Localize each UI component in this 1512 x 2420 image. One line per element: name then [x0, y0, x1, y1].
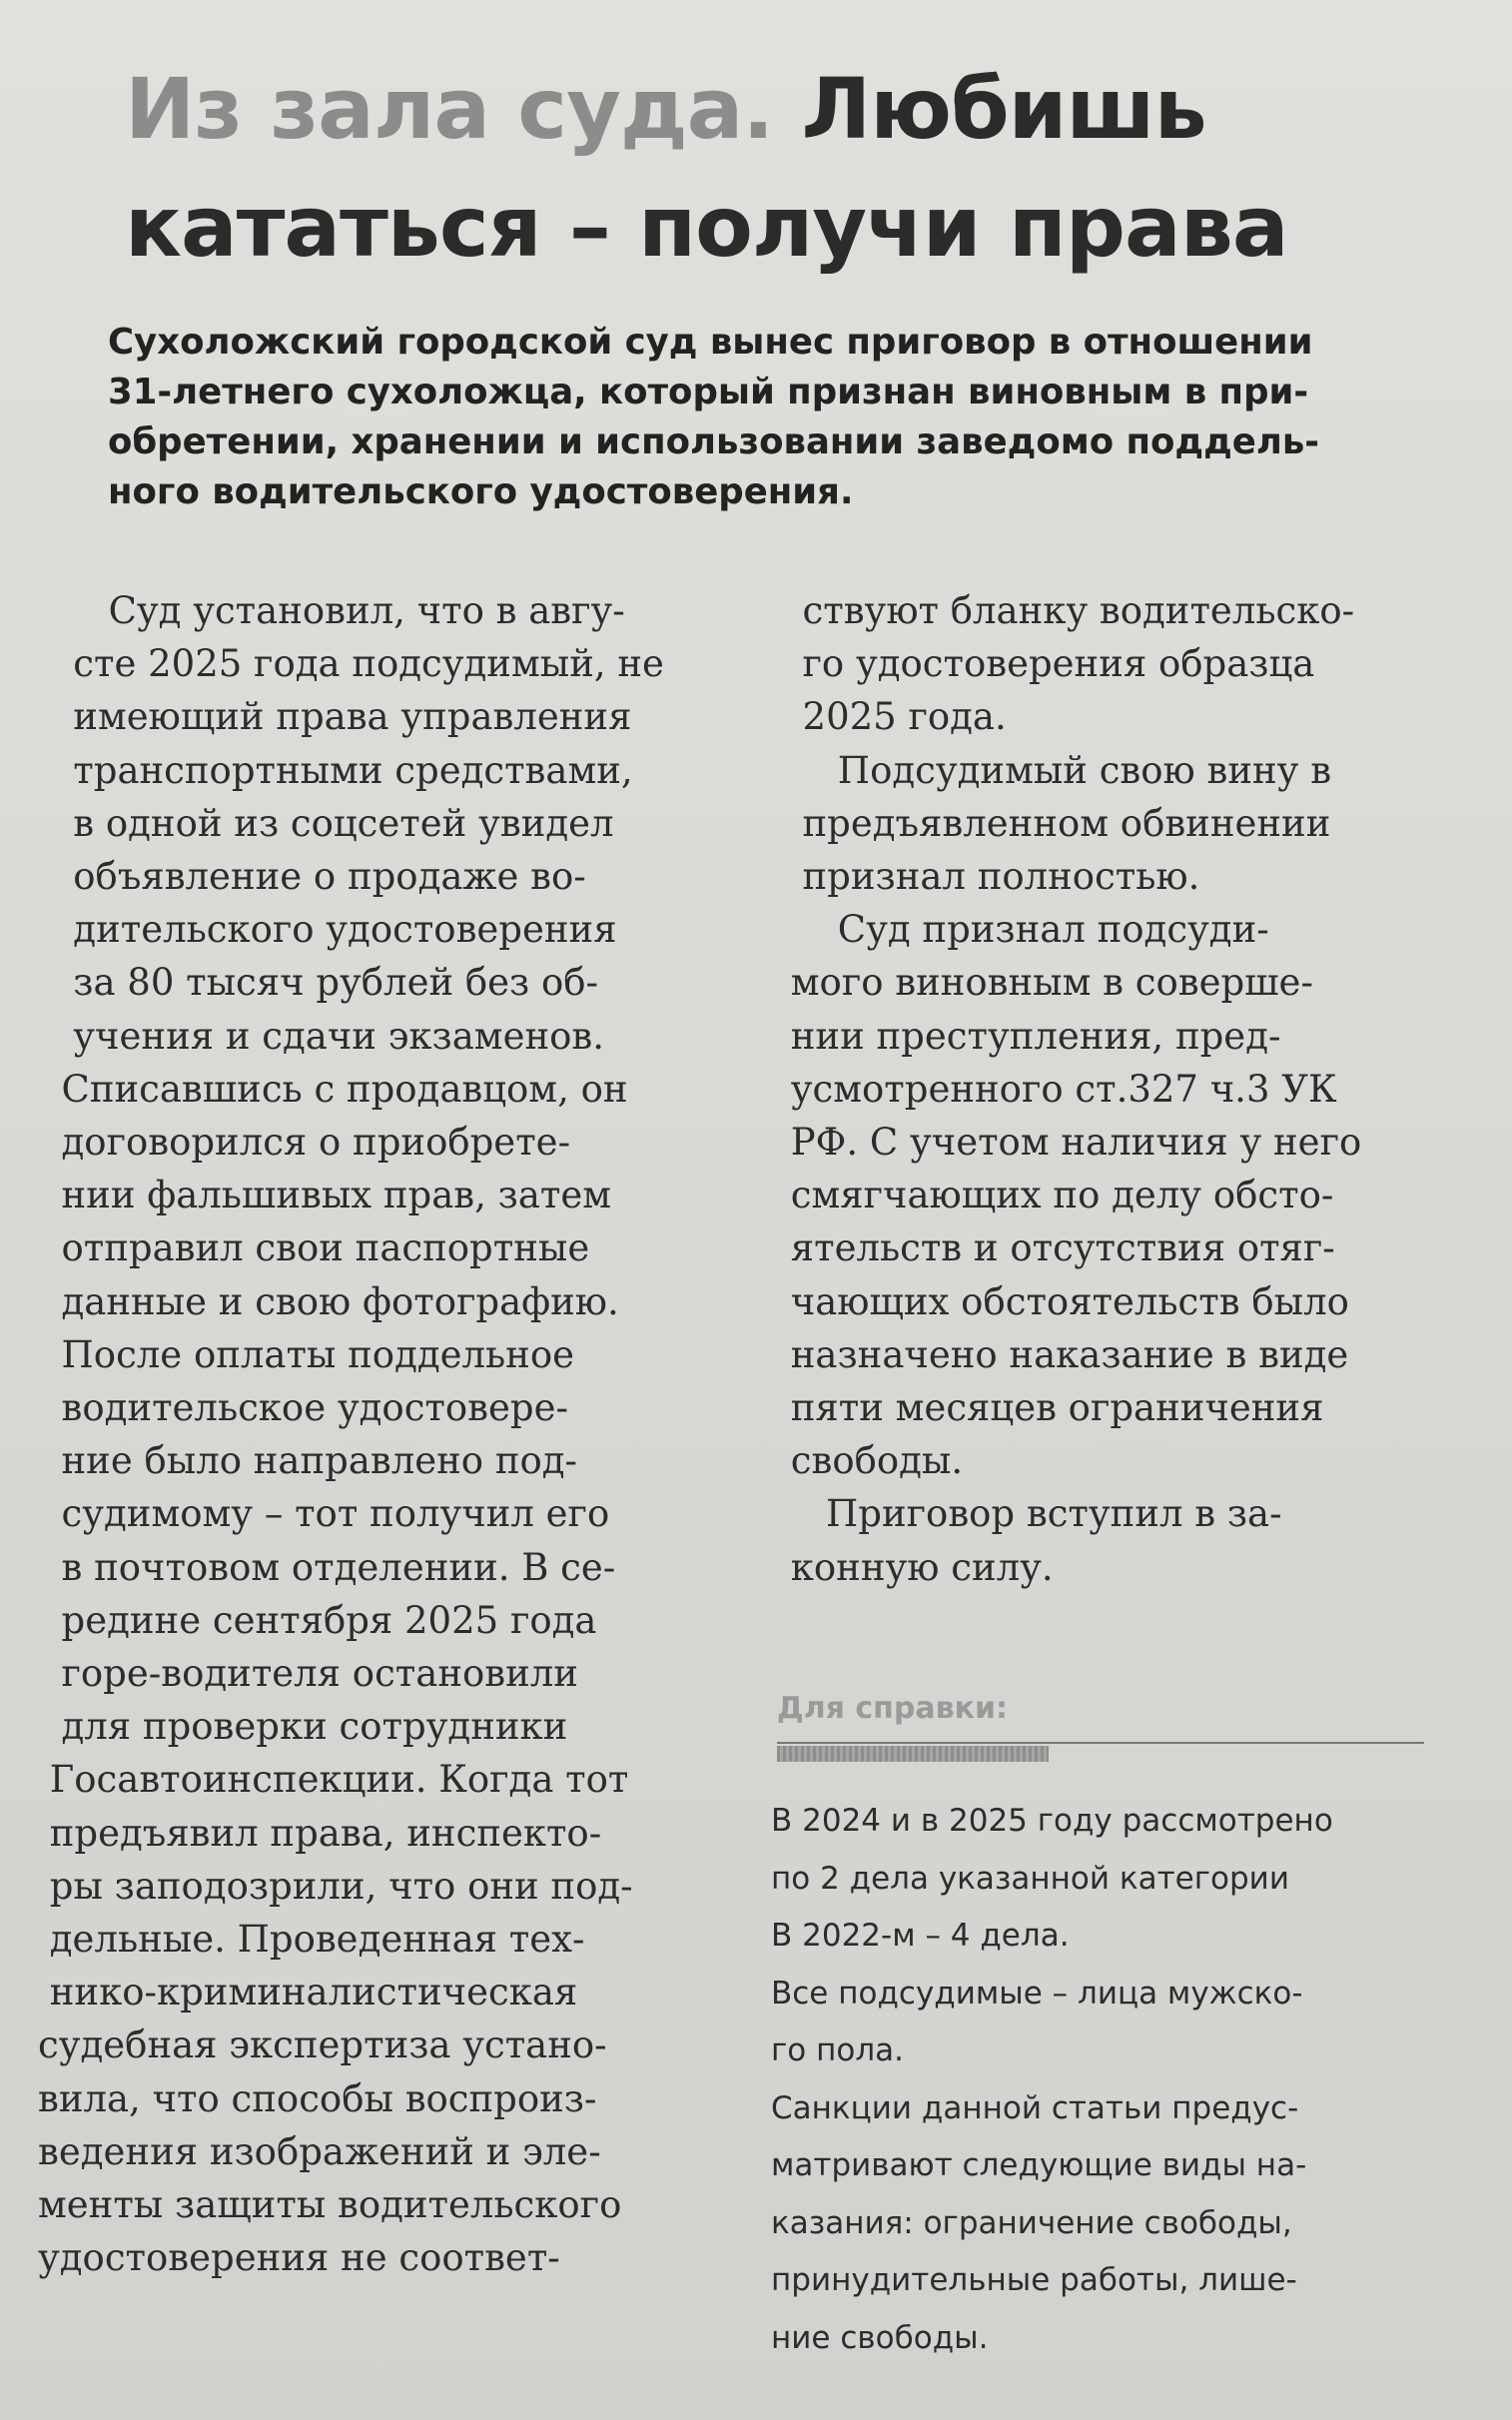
text-line: редине сентября 2025 года — [38, 1598, 597, 1642]
text-line: РФ. С учетом наличия у него — [779, 1121, 1362, 1165]
text-line: судебная экспертиза устано- — [38, 2023, 607, 2067]
text-line: менты защиты водительского — [38, 2183, 622, 2227]
reference-line: В 2024 и в 2025 году рассмотрено — [771, 1803, 1333, 1839]
text-line: чающих обстоятельств было — [779, 1279, 1349, 1323]
text-line: транспортными средствами, — [38, 748, 633, 792]
text-line: в одной из соцсетей увидел — [38, 801, 614, 845]
headline-line2: кататься – получи права — [125, 178, 1288, 276]
text-line: свободы. — [779, 1439, 964, 1483]
text-line: конную силу. — [779, 1545, 1054, 1589]
text-line: данные и свою фотографию. — [38, 1279, 619, 1323]
reference-line: Санкции данной статьи предус- — [771, 2089, 1299, 2126]
text-line: ведения изображений и эле- — [38, 2129, 601, 2173]
text-line: ствуют бланку водительско- — [779, 589, 1355, 632]
text-line: Подсудимый свою вину в — [779, 748, 1332, 792]
text-line: назначено наказание в виде — [779, 1332, 1349, 1376]
reference-line: по 2 дела указанной категории — [771, 1860, 1289, 1897]
text-line: дельные. Проведенная тех- — [38, 1918, 585, 1962]
reference-line: В 2022-м – 4 дела. — [771, 1918, 1070, 1954]
text-line: горе-водителя остановили — [38, 1652, 578, 1696]
text-line: признал полностью. — [779, 855, 1200, 899]
text-line: мого виновным в соверше- — [779, 961, 1313, 1005]
text-line: предъявленном обвинении — [779, 801, 1331, 845]
text-line: нии преступления, пред- — [779, 1014, 1281, 1058]
text-line: ние было направлено под- — [38, 1439, 578, 1483]
text-line: Списавшись с продавцом, он — [38, 1067, 628, 1111]
text-line: ры заподозрили, что они под- — [38, 1864, 633, 1908]
reference-box — [771, 1793, 1430, 2367]
text-line: Суд установил, что в авгу- — [38, 589, 625, 632]
reference-line: казания: ограничение свободы, — [771, 2204, 1292, 2241]
text-line: 2025 года. — [779, 695, 1007, 739]
reference-title: Для справки: — [777, 1691, 1008, 1726]
text-line: за 80 тысяч рублей без об- — [38, 961, 599, 1005]
text-line: для проверки сотрудники — [38, 1705, 568, 1749]
text-line: водительское удостовере- — [38, 1386, 568, 1430]
text-line: предъявил права, инспекто- — [38, 1811, 602, 1855]
lead-line: 31-летнего сухоложца, который признан виновным в при- — [108, 372, 1309, 412]
text-line: отправил свои паспортные — [38, 1226, 590, 1270]
text-line: учения и сдачи экзаменов. — [38, 1014, 604, 1058]
text-line: Госавтоинспекции. Когда тот — [38, 1758, 629, 1802]
text-line: объявление о продаже во- — [38, 855, 586, 899]
text-line: пяти месяцев ограничения — [779, 1386, 1324, 1430]
text-line: Суд признал подсуди- — [779, 908, 1269, 952]
text-line: судимому – тот получил его — [38, 1492, 610, 1536]
headline-rubric: Из зала суда. — [125, 60, 774, 158]
text-line: го удостоверения образца — [779, 642, 1315, 686]
reference-line: ние свободы. — [771, 2319, 989, 2356]
text-line: ятельств и отсутствия отяг- — [779, 1226, 1335, 1270]
text-line: усмотренного ст.327 ч.3 УК — [779, 1067, 1337, 1111]
text-line: удостоверения не соответ- — [38, 2236, 560, 2280]
lead-line: Сухоложский городской суд вынес приговор в отношении — [108, 322, 1313, 363]
lead-line: ного водительского удостоверения. — [108, 471, 854, 512]
reference-line: го пола. — [771, 2032, 905, 2068]
reference-bar — [777, 1746, 1049, 1762]
text-line: имеющий права управления — [38, 695, 632, 739]
reference-divider — [777, 1742, 1424, 1744]
reference-line: Все подсудимые – лица мужско- — [771, 1975, 1303, 2012]
text-line: сте 2025 года подсудимый, не — [38, 642, 664, 686]
headline-line1: Любишь — [801, 60, 1206, 158]
article-lead — [108, 318, 1436, 517]
text-line: дительского удостоверения — [38, 908, 617, 952]
text-line: нико-криминалистическая — [38, 1971, 578, 2015]
text-line: в почтовом отделении. В се- — [38, 1545, 616, 1589]
text-line: договорился о приобрете- — [38, 1121, 571, 1165]
text-line: После оплаты поддельное — [38, 1332, 575, 1376]
article-headline — [125, 50, 1423, 286]
reference-line: матривают следующие виды на- — [771, 2147, 1307, 2183]
text-line: вила, что способы воспроиз- — [38, 2076, 597, 2120]
text-line: смягчающих по делу обсто- — [779, 1174, 1334, 1217]
article-column-right — [779, 584, 1458, 1594]
article-column-left — [38, 584, 737, 2285]
text-line: нии фальшивых прав, затем — [38, 1174, 612, 1217]
reference-line: принудительные работы, лише- — [771, 2262, 1297, 2298]
text-line: Приговор вступил в за- — [779, 1492, 1282, 1536]
lead-line: обретении, хранении и использовании заведомо поддель- — [108, 421, 1319, 462]
